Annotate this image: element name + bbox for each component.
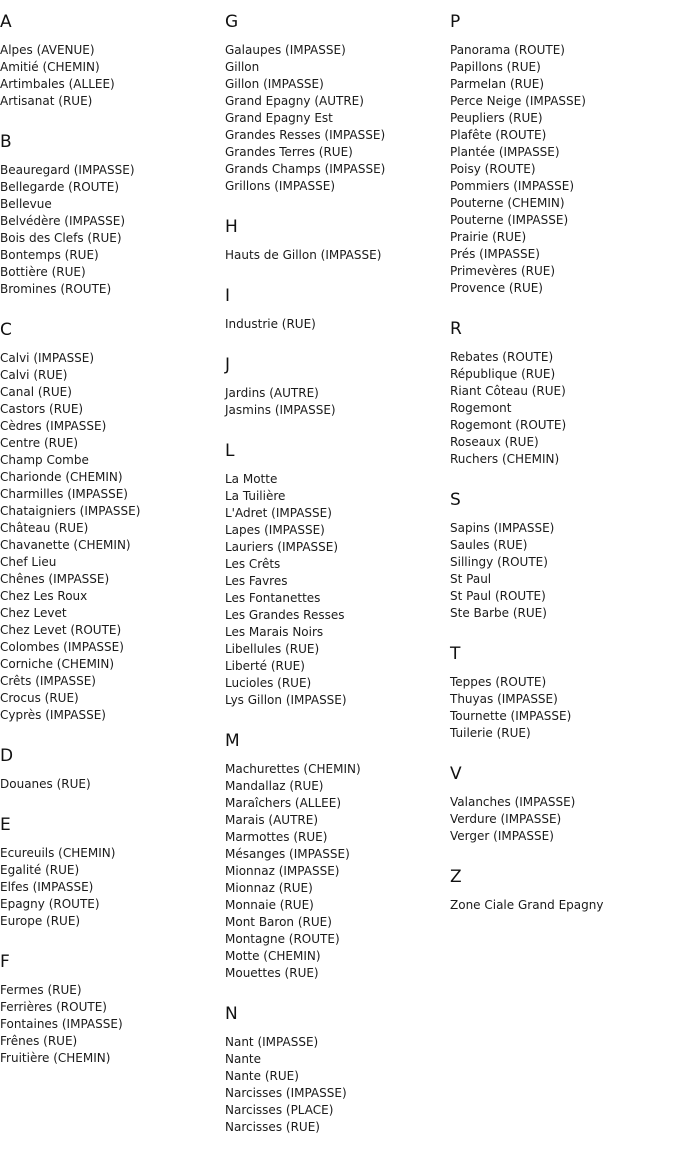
street-list-item: Les Favres (225, 574, 288, 588)
street-list-item: Zone Ciale Grand Epagny (450, 898, 604, 912)
street-list-item: Mionnaz (IMPASSE) (225, 864, 340, 878)
street-list-item: Calvi (IMPASSE) (0, 351, 95, 365)
street-list-item: Ste Barbe (RUE) (450, 606, 547, 620)
street-list-item: Nant (IMPASSE) (225, 1035, 319, 1049)
section-letter-heading: Z (450, 867, 462, 887)
street-list-item: Epagny (ROUTE) (0, 897, 100, 911)
street-list-item: Grandes Resses (IMPASSE) (225, 128, 386, 142)
street-list (225, 471, 385, 719)
street-list-item: Fermes (RUE) (0, 983, 82, 997)
street-list-item: Calvi (RUE) (0, 368, 68, 382)
street-list-item: Pouterne (CHEMIN) (450, 196, 565, 210)
street-list-item: Chez Levet (ROUTE) (0, 623, 122, 637)
street-list-item: Castors (RUE) (0, 402, 84, 416)
street-list-item: Artisanat (RUE) (0, 94, 93, 108)
street-list-item: Grillons (IMPASSE) (225, 179, 335, 193)
street-list-item: Industrie (RUE) (225, 317, 316, 331)
street-list-item: Lapes (IMPASSE) (225, 523, 325, 537)
street-list-item: Grandes Terres (RUE) (225, 145, 353, 159)
street-list (0, 982, 140, 1077)
letter-section (225, 205, 385, 274)
street-list-item: Egalité (RUE) (0, 863, 80, 877)
street-list-item: Charionde (CHEMIN) (0, 470, 123, 484)
street-list-item: Champ Combe (0, 453, 89, 467)
street-list-item: Plafête (ROUTE) (450, 128, 547, 142)
street-list-item: St Paul (450, 572, 492, 586)
street-list-item: Crocus (RUE) (0, 691, 79, 705)
street-list (225, 1034, 385, 1146)
street-list-item: Parmelan (RUE) (450, 77, 545, 91)
street-list-item: Liberté (RUE) (225, 659, 305, 673)
street-list-item: Poisy (ROUTE) (450, 162, 536, 176)
street-list (225, 247, 385, 274)
street-list-item: Chef Lieu (0, 555, 57, 569)
section-letter-heading: F (0, 952, 10, 972)
street-list-item: Montagne (ROUTE) (225, 932, 340, 946)
street-list-item: Ruchers (CHEMIN) (450, 452, 560, 466)
street-list-item: Monnaie (RUE) (225, 898, 314, 912)
street-list-item: Thuyas (IMPASSE) (450, 692, 558, 706)
letter-section (0, 0, 140, 120)
street-list-item: Panorama (ROUTE) (450, 43, 565, 57)
street-list-item: Bellegarde (ROUTE) (0, 180, 120, 194)
street-list-item: Ferrières (ROUTE) (0, 1000, 107, 1014)
street-list-item: Galaupes (IMPASSE) (225, 43, 346, 57)
street-list-item: Crêts (IMPASSE) (0, 674, 96, 688)
street-list-item: Tuilerie (RUE) (450, 726, 531, 740)
street-list-item: St Paul (ROUTE) (450, 589, 546, 603)
letter-section (0, 308, 140, 734)
street-list-item: Fruitière (CHEMIN) (0, 1051, 111, 1065)
street-list (450, 42, 603, 307)
street-list-item: Charmilles (IMPASSE) (0, 487, 128, 501)
letter-section (450, 0, 603, 307)
letter-section (225, 274, 385, 343)
section-letter-heading: P (450, 12, 461, 32)
section-letter-heading: G (225, 12, 239, 32)
street-list-item: Elfes (IMPASSE) (0, 880, 94, 894)
street-list-item: Pouterne (IMPASSE) (450, 213, 569, 227)
street-list-item: Bromines (ROUTE) (0, 282, 112, 296)
street-list-item: Primevères (RUE) (450, 264, 556, 278)
street-list (450, 674, 603, 752)
street-list-item: Papillons (RUE) (450, 60, 541, 74)
street-list-item: Mionnaz (RUE) (225, 881, 313, 895)
street-list-item: Marmottes (RUE) (225, 830, 328, 844)
section-letter-heading: C (0, 320, 12, 340)
street-list-item: Alpes (AVENUE) (0, 43, 95, 57)
street-list-item: Mésanges (IMPASSE) (225, 847, 350, 861)
street-list-item: Fontaines (IMPASSE) (0, 1017, 123, 1031)
street-list-item: Machurettes (CHEMIN) (225, 762, 361, 776)
street-list-item: Bellevue (0, 197, 52, 211)
street-index-column-3 (450, 0, 603, 924)
street-list-item: Provence (RUE) (450, 281, 543, 295)
street-list-item: Lauriers (IMPASSE) (225, 540, 339, 554)
section-letter-heading: A (0, 12, 12, 32)
street-list-item: Riant Côteau (RUE) (450, 384, 566, 398)
section-letter-heading: T (450, 644, 461, 664)
letter-section (450, 855, 603, 924)
letter-section (450, 478, 603, 632)
street-list-item: Maraîchers (ALLEE) (225, 796, 342, 810)
street-list-item: Hauts de Gillon (IMPASSE) (225, 248, 382, 262)
street-list-item: Sillingy (ROUTE) (450, 555, 548, 569)
street-list-item: L'Adret (IMPASSE) (225, 506, 332, 520)
street-list (450, 520, 603, 632)
street-list (0, 162, 140, 308)
street-list (450, 794, 603, 855)
street-list-item: Nante (RUE) (225, 1069, 299, 1083)
street-list (0, 350, 140, 734)
street-list-item: Ecureuils (CHEMIN) (0, 846, 116, 860)
street-list-item: Beauregard (IMPASSE) (0, 163, 135, 177)
street-list (450, 349, 603, 478)
street-list-item: Chez Les Roux (0, 589, 88, 603)
letter-section (225, 429, 385, 719)
letter-section (225, 992, 385, 1146)
section-letter-heading: S (450, 490, 461, 510)
letter-section (0, 940, 140, 1077)
section-letter-heading: J (225, 355, 231, 375)
street-list-item: Rogemont (ROUTE) (450, 418, 567, 432)
street-list-item: Gillon (225, 60, 260, 74)
street-list-item: Grand Epagny (AUTRE) (225, 94, 364, 108)
street-list-item: Douanes (RUE) (0, 777, 91, 791)
street-list-item: Chataigniers (IMPASSE) (0, 504, 141, 518)
street-list (225, 42, 385, 205)
letter-section (0, 734, 140, 803)
street-list-item: Motte (CHEMIN) (225, 949, 321, 963)
street-list-item: Amitié (CHEMIN) (0, 60, 100, 74)
street-list (450, 897, 603, 924)
street-list-item: Centre (RUE) (0, 436, 79, 450)
section-letter-heading: B (0, 132, 12, 152)
street-list-item: Les Grandes Resses (225, 608, 345, 622)
section-letter-heading: I (225, 286, 231, 306)
street-list-item: Teppes (ROUTE) (450, 675, 547, 689)
street-list-item: Chênes (IMPASSE) (0, 572, 110, 586)
street-list-item: Narcisses (RUE) (225, 1120, 320, 1134)
street-list-item: Lucioles (RUE) (225, 676, 312, 690)
street-list-item: Bottière (RUE) (0, 265, 86, 279)
street-list-item: Narcisses (IMPASSE) (225, 1086, 347, 1100)
section-letter-heading: D (0, 746, 14, 766)
street-list-item: Chez Levet (0, 606, 67, 620)
street-list-item: Canal (RUE) (0, 385, 72, 399)
street-list-item: Roseaux (RUE) (450, 435, 539, 449)
section-letter-heading: R (450, 319, 462, 339)
street-list (0, 845, 140, 940)
street-list-item: Saules (RUE) (450, 538, 528, 552)
street-index-column-2 (225, 0, 385, 1146)
street-list-item: Mandallaz (RUE) (225, 779, 324, 793)
street-list-item: Chavanette (CHEMIN) (0, 538, 131, 552)
street-list-item: Grands Champs (IMPASSE) (225, 162, 386, 176)
street-list-item: Gillon (IMPASSE) (225, 77, 324, 91)
street-list-item: Bontemps (RUE) (0, 248, 99, 262)
street-list-item: Prairie (RUE) (450, 230, 527, 244)
street-list-item: Corniche (CHEMIN) (0, 657, 114, 671)
street-list-item: Cyprès (IMPASSE) (0, 708, 106, 722)
street-index-column-1 (0, 0, 140, 1077)
street-list-item: Belvédère (IMPASSE) (0, 214, 126, 228)
letter-section (225, 343, 385, 429)
street-list-item: Europe (RUE) (0, 914, 81, 928)
street-list-item: Château (RUE) (0, 521, 89, 535)
street-list-item: Narcisses (PLACE) (225, 1103, 334, 1117)
street-list-item: La Tuilière (225, 489, 286, 503)
street-list-item: La Motte (225, 472, 278, 486)
street-list-item: Artimbales (ALLEE) (0, 77, 115, 91)
letter-section (450, 307, 603, 478)
street-list-item: Rogemont (450, 401, 512, 415)
section-letter-heading: E (0, 815, 11, 835)
street-list-item: Tournette (IMPASSE) (450, 709, 572, 723)
street-list-item: Rebates (ROUTE) (450, 350, 554, 364)
street-list-item: Les Fontanettes (225, 591, 321, 605)
street-list-item: Prés (IMPASSE) (450, 247, 540, 261)
letter-section (0, 803, 140, 940)
section-letter-heading: L (225, 441, 235, 461)
street-list-item: Les Marais Noirs (225, 625, 324, 639)
street-list (225, 385, 385, 429)
street-list (0, 42, 140, 120)
street-list-item: Cèdres (IMPASSE) (0, 419, 107, 433)
street-list-item: Les Crêts (225, 557, 281, 571)
section-letter-heading: N (225, 1004, 238, 1024)
street-list-item: Jardins (AUTRE) (225, 386, 319, 400)
street-list-item: Peupliers (RUE) (450, 111, 543, 125)
section-letter-heading: V (450, 764, 462, 784)
street-list-item: Lys Gillon (IMPASSE) (225, 693, 347, 707)
street-list-item: Verger (IMPASSE) (450, 829, 554, 843)
street-list-item: Plantée (IMPASSE) (450, 145, 560, 159)
street-list-item: Sapins (IMPASSE) (450, 521, 555, 535)
street-list (225, 316, 385, 343)
street-list-item: Nante (225, 1052, 262, 1066)
street-list-item: Frênes (RUE) (0, 1034, 78, 1048)
section-letter-heading: H (225, 217, 238, 237)
street-list (225, 761, 385, 992)
street-list-item: Valanches (IMPASSE) (450, 795, 576, 809)
street-list-item: Mont Baron (RUE) (225, 915, 332, 929)
section-letter-heading: M (225, 731, 240, 751)
letter-section (225, 0, 385, 205)
street-list-item: Libellules (RUE) (225, 642, 320, 656)
letter-section (450, 632, 603, 752)
letter-section (0, 120, 140, 308)
street-list-item: Jasmins (IMPASSE) (225, 403, 336, 417)
street-list-item: Mouettes (RUE) (225, 966, 319, 980)
street-list-item: Verdure (IMPASSE) (450, 812, 562, 826)
street-list-item: Marais (AUTRE) (225, 813, 318, 827)
street-list (0, 776, 140, 803)
letter-section (450, 752, 603, 855)
street-list-item: Perce Neige (IMPASSE) (450, 94, 586, 108)
street-list-item: Grand Epagny Est (225, 111, 333, 125)
street-list-item: Bois des Clefs (RUE) (0, 231, 122, 245)
street-list-item: République (RUE) (450, 367, 556, 381)
street-list-item: Pommiers (IMPASSE) (450, 179, 574, 193)
street-list-item: Colombes (IMPASSE) (0, 640, 124, 654)
letter-section (225, 719, 385, 992)
